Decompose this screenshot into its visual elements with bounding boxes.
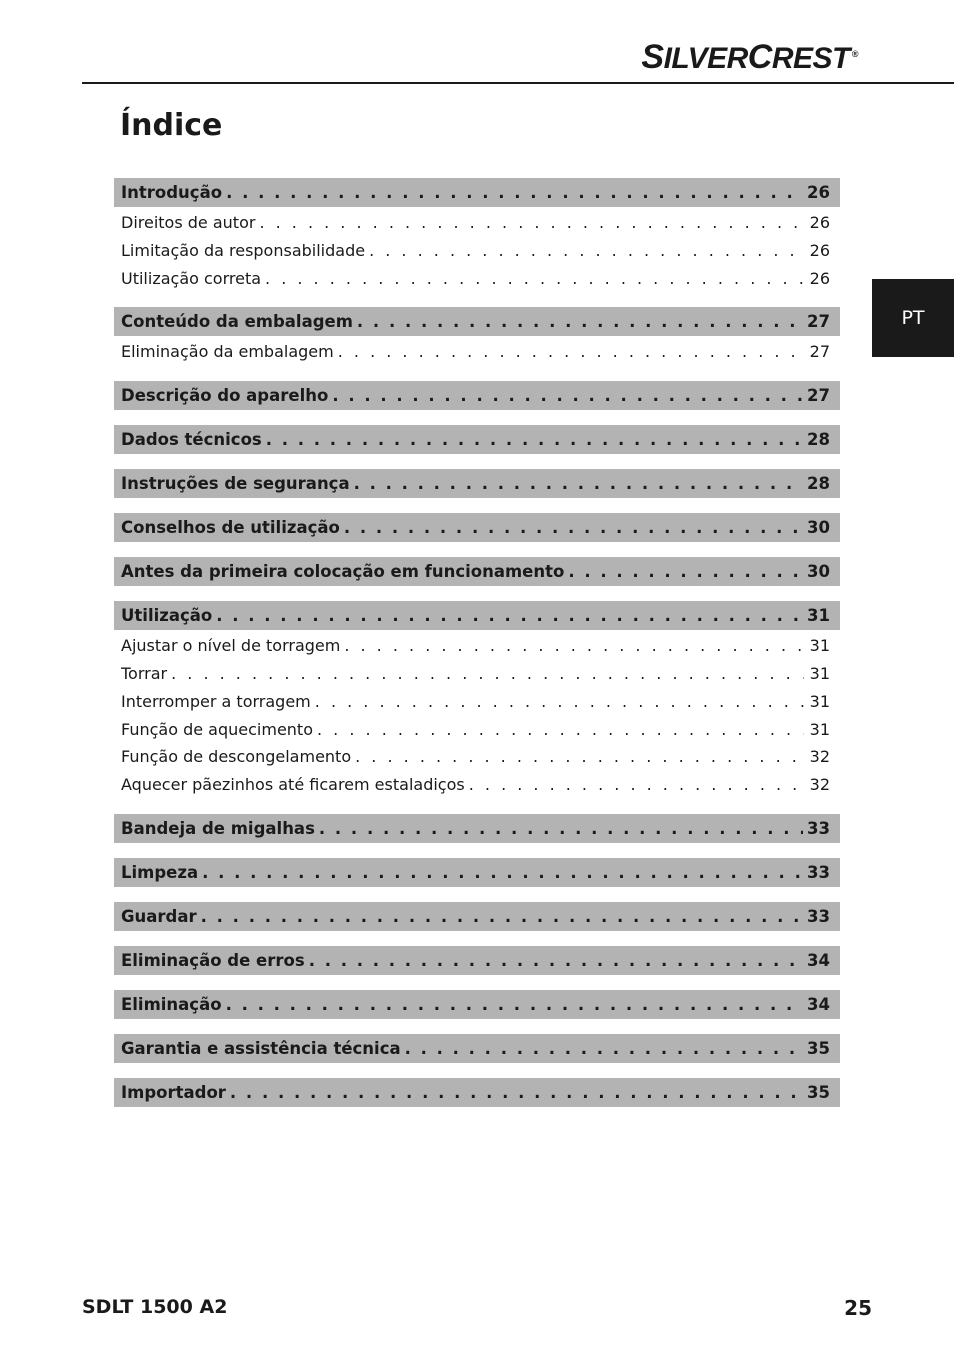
toc-section-entry[interactable]: [114, 513, 840, 542]
toc-section-title: Guardar: [121, 906, 197, 926]
toc-section-page: 34: [807, 950, 830, 970]
toc-section-title: Conselhos de utilização: [121, 518, 340, 538]
toc-section-entry[interactable]: [114, 557, 840, 586]
toc-section-page: 34: [807, 994, 830, 1014]
toc-leader-dots: [357, 307, 803, 336]
toc-section-title: Introdução: [121, 183, 223, 202]
toc-section-page: 35: [807, 1082, 830, 1102]
toc-leader-dots: [201, 902, 803, 931]
toc-subentry-title: Ajustar o nível de torragem: [121, 636, 341, 656]
toc-subentry-title: Interromper a torragem: [121, 691, 311, 711]
toc-leader-dots: [171, 660, 804, 688]
toc-leader-dots: [344, 513, 803, 542]
toc-leader-dots: [332, 381, 803, 410]
toc-subentry[interactable]: [114, 338, 840, 366]
toc-subentry-page: 27: [809, 342, 830, 362]
toc-leader-dots: [266, 425, 803, 454]
toc-section-entry[interactable]: [114, 469, 840, 498]
toc-leader-dots: [259, 209, 804, 237]
toc-subentry-title: Utilização correta: [121, 268, 262, 288]
toc-subentry-list: [114, 632, 840, 799]
toc-section-entry[interactable]: [114, 381, 840, 410]
toc-subentry[interactable]: [114, 743, 840, 771]
toc-subentry-page: 32: [809, 775, 830, 795]
toc-section-page: 33: [807, 818, 830, 838]
toc-subentry-list: [114, 209, 840, 292]
toc-section-title: Garantia e assistência técnica: [121, 1038, 401, 1058]
toc-leader-dots: [226, 990, 803, 1019]
toc-subentry[interactable]: [114, 771, 840, 799]
toc-subentry-page: 31: [809, 691, 830, 711]
toc-section-title: Dados técnicos: [121, 430, 262, 450]
toc-leader-dots: [216, 601, 803, 630]
toc-section-title: Antes da primeira colocação em funcionamento: [121, 562, 565, 582]
toc-section-entry[interactable]: [114, 902, 840, 931]
toc-leader-dots: [354, 469, 803, 498]
toc-subentry-title: Aquecer pãezinhos até ficarem estaladiços: [121, 775, 465, 795]
toc-leader-dots: [469, 771, 804, 799]
toc-subentry-page: 26: [809, 268, 830, 288]
toc-leader-dots: [568, 557, 803, 586]
toc-section-entry[interactable]: [114, 307, 840, 336]
toc-section-title: Instruções de segurança: [121, 474, 350, 494]
toc-section-entry[interactable]: [114, 814, 840, 843]
toc-section-page: 28: [807, 430, 830, 450]
toc-leader-dots: [344, 632, 804, 660]
toc-leader-dots: [202, 858, 803, 887]
toc-section-entry[interactable]: [114, 601, 840, 630]
toc-subentry[interactable]: [114, 716, 840, 744]
footer-model-number: SDLT 1500 A2: [82, 1296, 228, 1318]
toc-section-entry[interactable]: [114, 178, 840, 207]
language-tab: [872, 279, 954, 357]
toc-section-entry[interactable]: [114, 990, 840, 1019]
toc-section-page: 27: [807, 386, 830, 406]
toc-subentry[interactable]: [114, 660, 840, 688]
toc-leader-dots: [405, 1034, 803, 1063]
toc-section-title: Eliminação de erros: [121, 950, 305, 970]
toc-section-title: Importador: [121, 1082, 226, 1102]
toc-section-title: Bandeja de migalhas: [121, 818, 315, 838]
toc-section-page: 30: [807, 518, 830, 538]
language-tab-label: PT: [901, 307, 925, 329]
toc-subentry[interactable]: [114, 209, 840, 237]
toc-subentry-page: 26: [809, 213, 830, 232]
toc-subentry-title: Direitos de autor: [121, 213, 256, 232]
toc-leader-dots: [355, 743, 804, 771]
toc-section-entry[interactable]: [114, 946, 840, 975]
toc-section-page: 30: [807, 562, 830, 582]
toc-section-entry[interactable]: [114, 1078, 840, 1107]
toc-leader-dots: [309, 946, 803, 975]
table-of-contents: [114, 178, 840, 1107]
toc-section-title: Limpeza: [121, 862, 199, 882]
toc-leader-dots: [319, 814, 803, 843]
toc-leader-dots: [230, 1078, 803, 1107]
toc-section-title: Conteúdo da embalagem: [121, 312, 353, 332]
toc-section-title: Eliminação: [121, 994, 222, 1014]
toc-leader-dots: [226, 178, 803, 207]
toc-leader-dots: [317, 716, 804, 744]
toc-section-entry[interactable]: [114, 1034, 840, 1063]
toc-section-page: 28: [807, 474, 830, 494]
toc-section-entry[interactable]: [114, 858, 840, 887]
header-rule: [82, 82, 954, 84]
footer-page-number: 25: [844, 1296, 872, 1320]
toc-subentry-page: 31: [809, 663, 830, 683]
toc-subentry-title: Função de aquecimento: [121, 719, 313, 739]
toc-subentry-page: 26: [809, 240, 830, 260]
toc-leader-dots: [369, 237, 804, 265]
page-title: Índice: [120, 108, 223, 143]
toc-leader-dots: [315, 688, 804, 716]
toc-section-page: 35: [807, 1038, 830, 1058]
toc-section-page: 33: [807, 862, 830, 882]
toc-leader-dots: [265, 265, 804, 293]
toc-subentry[interactable]: [114, 632, 840, 660]
toc-section-title: Utilização: [121, 606, 213, 626]
toc-subentry-page: 31: [809, 636, 830, 656]
toc-subentry-list: [114, 338, 840, 366]
toc-subentry-page: 32: [809, 747, 830, 767]
toc-section-page: 31: [807, 606, 830, 626]
toc-subentry[interactable]: [114, 237, 840, 265]
toc-subentry-title: Eliminação da embalagem: [121, 342, 334, 362]
toc-section-entry[interactable]: [114, 425, 840, 454]
toc-subentry-page: 31: [809, 719, 830, 739]
toc-section-page: 26: [807, 183, 830, 202]
toc-subentry[interactable]: [114, 688, 840, 716]
toc-subentry-title: Limitação da responsabilidade: [121, 240, 366, 260]
toc-subentry-title: Torrar: [121, 663, 168, 683]
toc-subentry[interactable]: [114, 265, 840, 293]
toc-section-page: 33: [807, 906, 830, 926]
toc-subentry-title: Função de descongelamento: [121, 747, 352, 767]
toc-section-title: Descrição do aparelho: [121, 386, 329, 406]
brand-logo: SILVERCREST ®: [641, 38, 858, 76]
toc-leader-dots: [338, 338, 804, 366]
toc-section-page: 27: [807, 312, 830, 332]
